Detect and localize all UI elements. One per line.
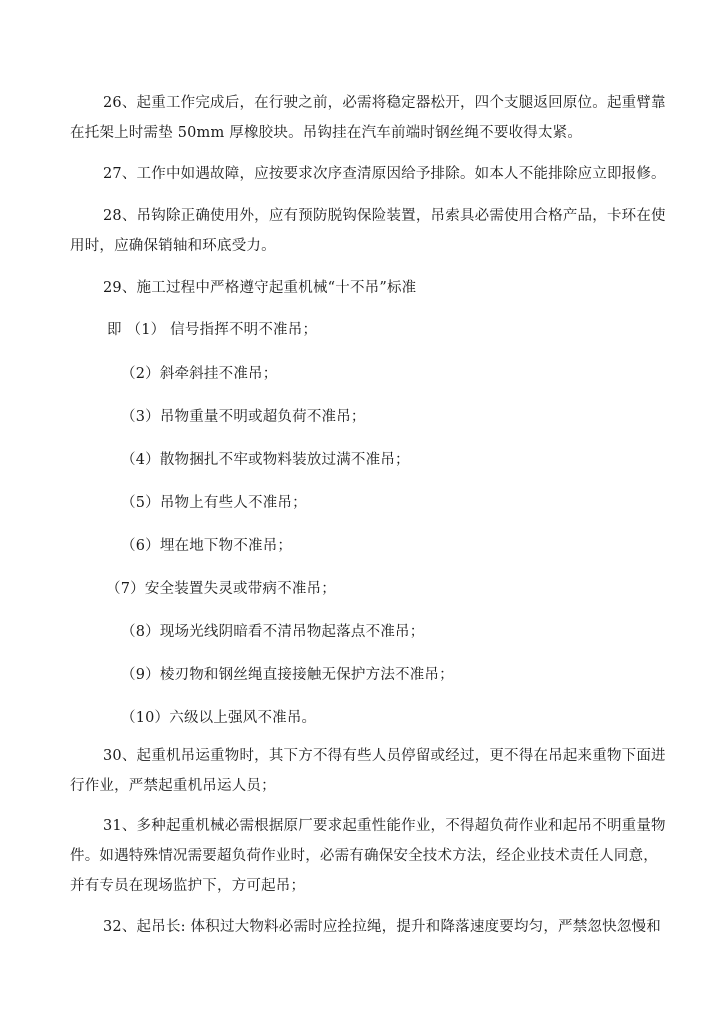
- rule-item-6: （6）埋在地下物不准吊；: [121, 538, 293, 554]
- paragraph-30-line-1: 30、起重机吊运重物时，其下方不得有些人员停留或经过，更不得在吊起来重物下面进: [103, 748, 666, 764]
- rule-item-10: （10）六级以上强风不准吊。: [121, 710, 317, 726]
- paragraph-27-line-1: 27、工作中如遇故障，应按要求次序查清原因给予排除。如本人不能排除应立即报修。: [103, 166, 666, 182]
- rule-item-8: （8）现场光线阴暗看不清吊物起落点不准吊；: [121, 624, 425, 640]
- rule-item-5: （5）吊物上有些人不准吊；: [121, 495, 307, 511]
- paragraph-32-line-1: 32、起吊长: 体积过大物料必需时应拴拉绳，提升和降落速度要均匀，严禁忽快忽慢和: [103, 919, 661, 935]
- paragraph-26-line-2: 在托架上时需垫 50mm 厚橡胶块。吊钩挂在汽车前端时钢丝绳不要收得太紧。: [70, 125, 583, 141]
- paragraph-26-line-1: 26、起重工作完成后，在行驶之前，必需将稳定器松开，四个支腿返回原位。起重臂靠: [103, 95, 666, 111]
- rule-item-1: 即 （1） 信号指挥不明不准吊；: [107, 322, 318, 338]
- rule-item-3: （3）吊物重量不明或超负荷不准吊；: [121, 409, 366, 425]
- paragraph-31-line-1: 31、多种起重机械必需根据原厂要求起重性能作业，不得超负荷作业和起吊不明重量物: [103, 818, 666, 834]
- paragraph-30-line-2: 行作业，严禁起重机吊运人员；: [70, 778, 276, 794]
- paragraph-28-line-1: 28、吊钩除正确使用外，应有预防脱钩保险装置，吊索具必需使用合格产品，卡环在使: [103, 208, 666, 224]
- rule-item-4: （4）散物捆扎不牢或物料装放过满不准吊；: [121, 452, 410, 468]
- paragraph-31-line-2: 件。如遇特殊情况需要超负荷作业时，必需有确保安全技术方法，经企业技术责任人同意，: [70, 848, 658, 864]
- rule-item-9: （9）棱刃物和钢丝绳直接接触无保护方法不准吊；: [121, 667, 454, 683]
- paragraph-28-line-2: 用时，应确保销轴和环底受力。: [70, 238, 276, 254]
- rule-item-7: （7）安全装置失灵或带病不准吊；: [106, 581, 336, 597]
- rule-item-2: （2）斜牵斜挂不准吊；: [121, 366, 278, 382]
- paragraph-31-line-3: 并有专员在现场监护下，方可起吊；: [70, 878, 306, 894]
- paragraph-29-line-1: 29、施工过程中严格遵守起重机械“十不吊”标准: [103, 280, 417, 296]
